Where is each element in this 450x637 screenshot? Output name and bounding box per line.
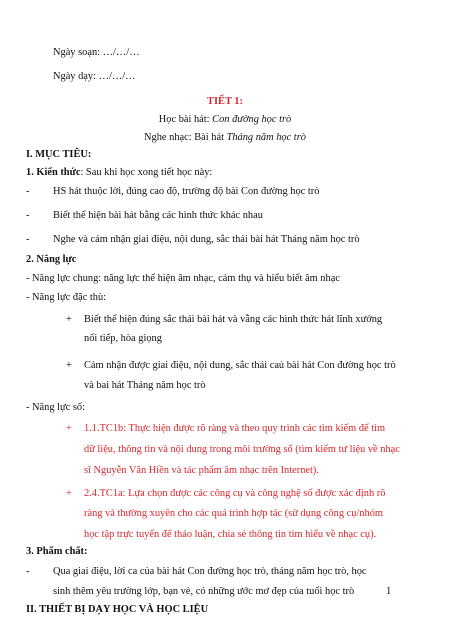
knowledge-line bbox=[26, 167, 212, 179]
dash-marker: - bbox=[26, 234, 30, 245]
digital-competence-2-line1: 2.4.TC1a: Lựa chọn được các công cụ và công nghệ số được xác định rõ bbox=[84, 488, 386, 499]
plus-marker: + bbox=[66, 423, 72, 434]
digital-competence-label: - Năng lực số: bbox=[26, 402, 86, 413]
knowledge-item-3: Nghe và cảm nhận giai điệu, nội dung, sắc thái bài hát Tháng năm học trò bbox=[53, 234, 360, 245]
ngay-day: Ngày dạy: …/…/… bbox=[53, 71, 136, 82]
song-listening-line bbox=[0, 132, 450, 144]
section-equipment-heading: II. THIẾT BỊ DẠY HỌC VÀ HỌC LIỆU bbox=[26, 604, 209, 615]
song-learning-title: Con đường học trò bbox=[212, 114, 292, 125]
section-objectives-heading: I. MỤC TIÊU: bbox=[26, 149, 92, 160]
dash-marker: - bbox=[26, 186, 30, 197]
specific-competence-1-line1: Biết thể hiện đúng sắc thái bài hát và vẵng các hình thức hát lĩnh xướng bbox=[84, 314, 383, 325]
specific-competence-2-line1: Cảm nhận được giai điệu, nội dung, sắc thái caủ bài hát Con đường học trò bbox=[84, 360, 396, 371]
competence-heading: 2. Năng lực bbox=[26, 254, 77, 265]
knowledge-item-2: Biết thể hiện bài hát bằng các hình thức khác nhau bbox=[53, 210, 263, 221]
digital-competence-1-line2: dữ liệu, thông tin và nội dung trong môi trường số (tìm kiếm tư liệu về nhạc bbox=[84, 444, 400, 455]
specific-competence-label: - Năng lực đặc thù: bbox=[26, 292, 107, 303]
plus-marker: + bbox=[66, 360, 72, 371]
page-number: 1 bbox=[386, 586, 392, 597]
lesson-title: TIẾT 1: bbox=[207, 96, 243, 107]
plus-marker: + bbox=[66, 314, 72, 325]
digital-competence-1-line1: 1.1.TC1b: Thực hiện được rõ ràng và theo quy trình các tìm kiếm để tìm bbox=[84, 423, 386, 434]
qualities-line1: Qua giai điệu, lời ca của bài hát Con đường học trò, tháng năm học trò, học bbox=[53, 566, 367, 577]
digital-competence-1-line3: sĩ Nguyễn Văn Hiền và tác phẩm âm nhạc trên Internet). bbox=[84, 465, 319, 476]
general-competence: - Năng lực chung: năng lực thể hiện âm nhạc, cảm thụ và hiểu biết âm nhạc bbox=[26, 273, 340, 284]
qualities-line2: sinh thêm yêu trường lớp, bạn vè, có những ước mơ đẹp của tuổi học trò bbox=[53, 586, 355, 597]
knowledge-label: 1. Kiến thức bbox=[26, 167, 81, 178]
specific-competence-1-line2: nối tiếp, hòa giọng bbox=[84, 333, 162, 344]
song-learning-line bbox=[0, 114, 450, 126]
song-learning-label: Học bài hát: bbox=[158, 114, 213, 125]
song-listening-label: Nghe nhạc: Bài hát bbox=[144, 132, 227, 143]
dash-marker: - bbox=[26, 566, 30, 577]
specific-competence-2-line2: và bai hát Tháng năm học trò bbox=[84, 380, 206, 391]
digital-competence-2-line2: ràng và thường xuyên cho các quá trình hợp tác (sử dụng công cụ/nhóm bbox=[84, 508, 383, 519]
song-listening-title: Tháng năm học trò bbox=[226, 132, 306, 143]
plus-marker: + bbox=[66, 488, 72, 499]
digital-competence-2-line3: học tập trực tuyến để thảo luận, chia sẻ thông tin tìm hiểu về nhạc cụ). bbox=[84, 529, 377, 540]
knowledge-item-1: HS hát thuộc lời, đúng cao độ, trường độ bài Con đường học trò bbox=[53, 186, 320, 197]
dash-marker: - bbox=[26, 210, 30, 221]
knowledge-text: : Sau khi học xong tiết học này: bbox=[80, 167, 213, 178]
ngay-soan: Ngày soạn: …/…/… bbox=[53, 47, 140, 58]
qualities-heading: 3. Phẩm chất: bbox=[26, 546, 88, 557]
